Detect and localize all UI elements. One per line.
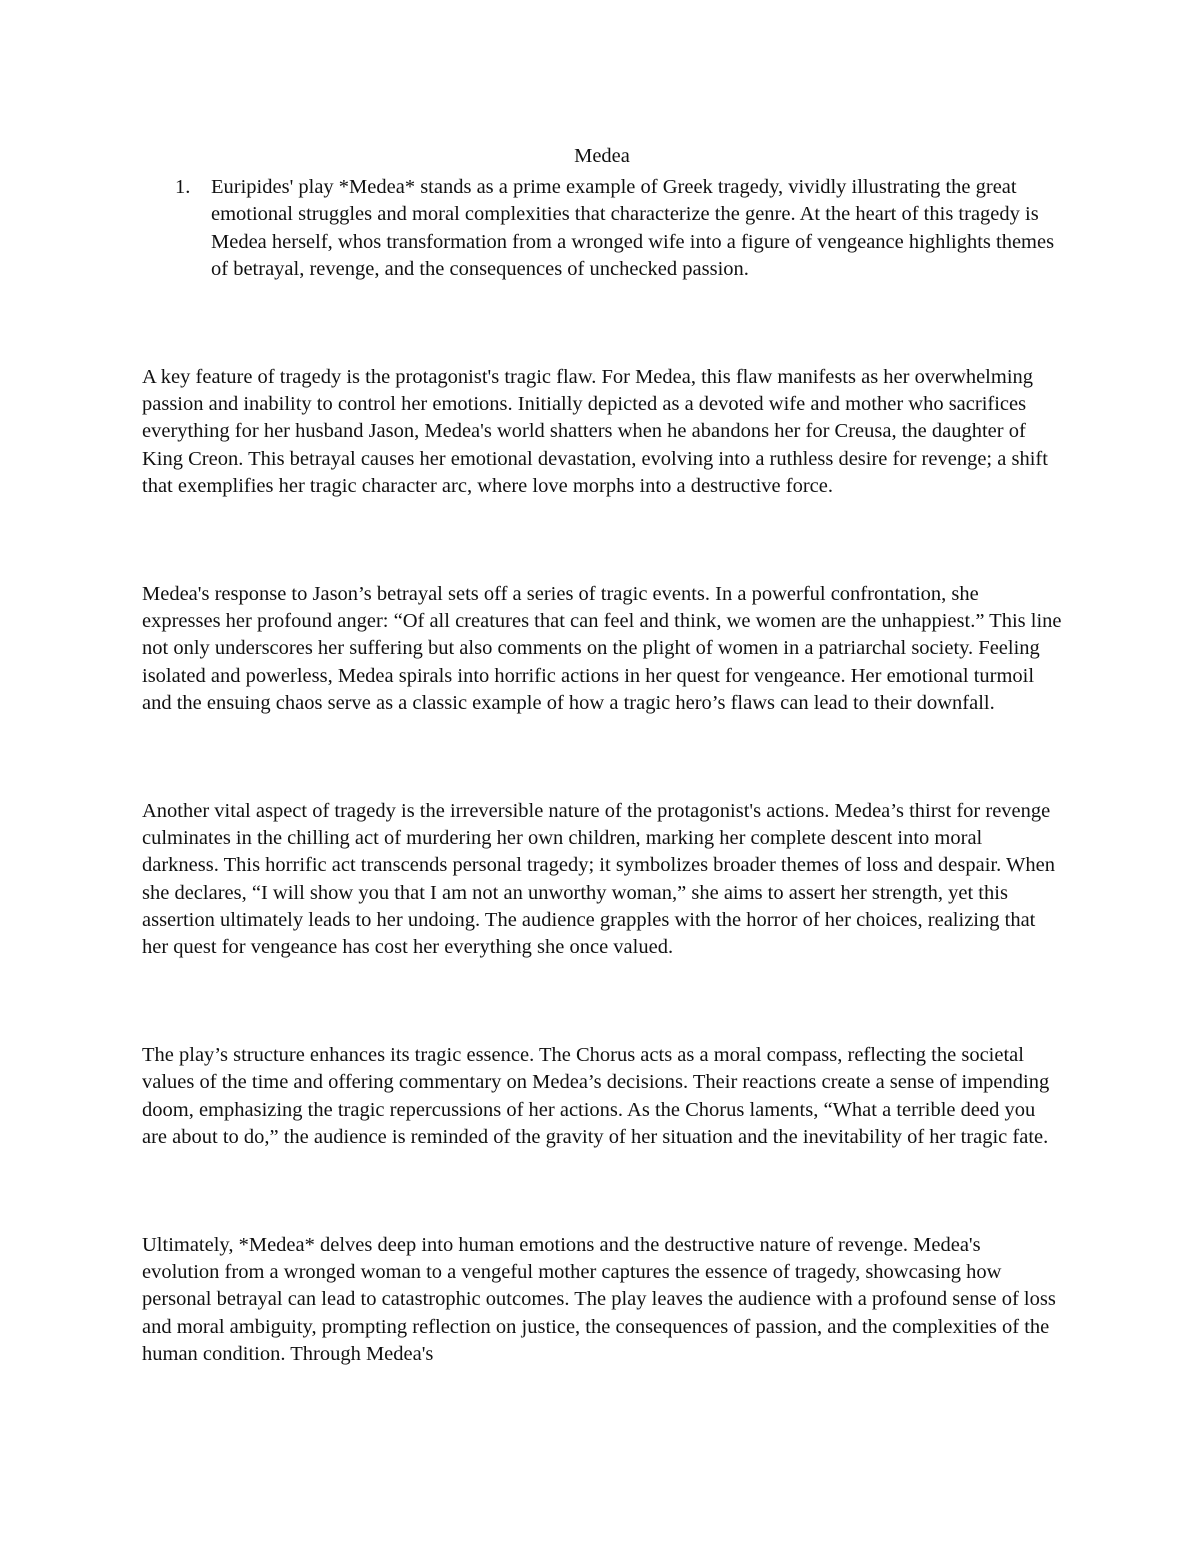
- paragraph-spacer: [142, 717, 1062, 798]
- paragraph-tragic-flaw: A key feature of tragedy is the protagonist's tragic flaw. For Medea, this flaw manifests as her overwhelming passion and inability to control her emotions. Initially depicted as a devoted wife and mother who sacrifices everything for her husband Jason, Medea's world shatters when he abandons her for Creusa, the daughter of King Creon. This betrayal causes her emotional devastation, evolving into a ruthless desire for revenge; a shift that exemplifies her tragic character arc, where love morphs into a destructive force.: [142, 366, 1048, 497]
- paragraph-conclusion: Ultimately, *Medea* delves deep into human emotions and the destructive nature of revenge. Medea's evolution from a wronged woman to a vengeful mother captures the essence of tragedy, showcasing how personal betrayal can lead to catastrophic outcomes. The play leaves the audience with a profound sense of loss and moral ambiguity, prompting reflection on justice, the consequences of passion, and the complexities of the human condition. Through Medea's: [142, 1234, 1056, 1365]
- paragraph-spacer: [142, 961, 1062, 1042]
- list-item-text: Euripides' play *Medea* stands as a prime example of Greek tragedy, vividly illustrating the great emotional struggles and moral complexities that characterize the genre. At the heart of this tragedy is Medea herself, whos transformation from a wronged wife into a figure of vengeance highlights themes of betrayal, revenge, and the consequences of unchecked passion.: [211, 176, 1055, 280]
- paragraph-spacer: [142, 283, 1062, 364]
- paragraph-structure: The play’s structure enhances its tragic essence. The Chorus acts as a moral compass, reflecting the societal values of the time and offering commentary on Medea’s decisions. Their reactions create a sense of impending doom, emphasizing the tragic repercussions of her actions. As the Chorus laments, “What a terrible deed you are about to do,” the audience is reminded of the gravity of her situation and the inevitability of her tragic fate.: [142, 1044, 1050, 1148]
- numbered-list-item: [142, 174, 1062, 283]
- document-body: [142, 143, 1062, 1368]
- document-title: Medea: [574, 145, 630, 167]
- paragraph-response: Medea's response to Jason’s betrayal sets off a series of tragic events. In a powerful confrontation, she expresses her profound anger: “Of all creatures that can feel and think, we women are the unhappiest.” This line not only underscores her suffering but also comments on the plight of women in a patriarchal society. Feeling isolated and powerless, Medea spirals into horrific actions in her quest for vengeance. Her emotional turmoil and the ensuing chaos serve as a classic example of how a tragic hero’s flaws can lead to their downfall.: [142, 583, 1062, 714]
- paragraph-irreversible: Another vital aspect of tragedy is the irreversible nature of the protagonist's actions. Medea’s thirst for revenge culminates in the chilling act of murdering her own children, marking her complete descent into moral darkness. This horrific act transcends personal tragedy; it symbolizes broader themes of loss and despair. When she declares, “I will show you that I am not an unworthy woman,” she aims to assert her strength, yet this assertion ultimately leads to her undoing. The audience grapples with the horror of her choices, realizing that her quest for vengeance has cost her everything she once valued.: [142, 800, 1055, 959]
- paragraph-spacer: [142, 1151, 1062, 1232]
- list-item-number: 1.: [175, 176, 191, 199]
- paragraph-spacer: [142, 500, 1062, 581]
